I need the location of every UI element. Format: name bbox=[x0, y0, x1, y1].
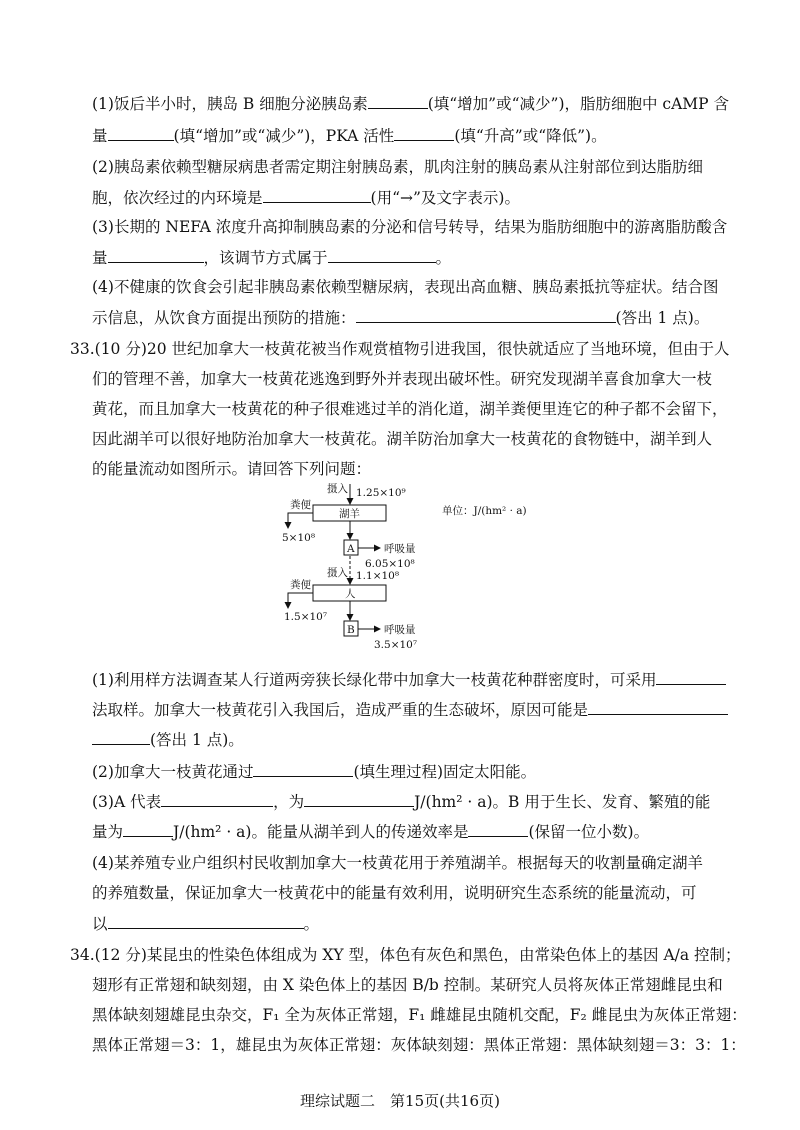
feces-arrow-2 bbox=[288, 593, 313, 608]
feces-label-1: 粪便 bbox=[290, 499, 311, 511]
answer-blank[interactable] bbox=[356, 306, 616, 323]
q33-p4-line2: 的养殖数量，保证加拿大一枝黄花中的能量有效利用，说明研究生态系统的能量流动，可 bbox=[92, 884, 697, 902]
q32-p1-line2: 量 (填“增加”或“减少”)，PKA 活性 (填“升高”或“降低”)。 bbox=[92, 124, 607, 147]
q34-line3: 黑体缺刻翅雄昆虫杂交，F₁ 全为灰体正常翅，F₁ 雌雄昆虫随机交配，F₂ 雌昆虫为灰体正常翅： bbox=[92, 1006, 747, 1024]
box-A-label: A bbox=[347, 543, 355, 555]
answer-blank[interactable] bbox=[368, 92, 428, 109]
answer-blank[interactable] bbox=[304, 790, 414, 807]
intake-label-2: 摄入 bbox=[327, 567, 348, 579]
q33-intro-line3: 黄花，而且加拿大一枝黄花的种子很难逃过羊的消化道，湖羊粪便里连它的种子都不会留下， bbox=[92, 400, 728, 418]
q33-intro-line5: 的能量流动如图所示。请回答下列问题： bbox=[92, 460, 372, 478]
answer-blank[interactable] bbox=[468, 820, 528, 837]
answer-blank[interactable] bbox=[253, 760, 353, 777]
q34-line1: 34.(12 分)某昆虫的性染色体组成为 XY 型，体色有灰色和黑色，由常染色体上的基因 A/a 控制； bbox=[70, 946, 741, 964]
q33-p1-line1: (1)利用样方法调查某人行道两旁狭长绿化带中加拿大一枝黄花种群密度时，可采用 bbox=[92, 668, 726, 691]
page-footer: 理综试题二 第15页(共16页) bbox=[300, 1092, 500, 1110]
q32-p4-line2: 示信息，从饮食方面提出预防的措施： (答出 1 点)。 bbox=[92, 306, 709, 329]
q34-line4: 黑体正常翅＝3：1，雄昆虫为灰体正常翅：灰体缺刻翅：黑体正常翅：黑体缺刻翅＝3：3：1： bbox=[92, 1036, 746, 1054]
feces-arrow-1 bbox=[288, 513, 313, 528]
q32-p2-line1: (2)胰岛素依赖型糖尿病患者需定期注射胰岛素，肌肉注射的胰岛素从注射部位到达脂肪细 bbox=[92, 158, 703, 176]
box-B-label: B bbox=[347, 624, 355, 636]
intake-label-1: 摄入 bbox=[327, 483, 348, 495]
answer-blank[interactable] bbox=[108, 246, 204, 263]
box-lake-sheep-label: 湖羊 bbox=[339, 508, 360, 520]
respiration-label-1: 呼吸量 bbox=[384, 543, 416, 555]
answer-blank[interactable] bbox=[92, 728, 150, 745]
q33-p4-line3: 以 。 bbox=[92, 912, 319, 935]
answer-blank[interactable] bbox=[161, 790, 273, 807]
feces-value-1: 5×10⁸ bbox=[282, 532, 316, 544]
q32-p3-line2: 量 ，该调节方式属于 。 bbox=[92, 246, 451, 269]
q34-line2: 翅形有正常翅和缺刻翅，由 X 染色体上的基因 B/b 控制。某研究人员将灰体正常翅雌昆虫和 bbox=[92, 976, 723, 994]
q33-p3-line2: 量为 J/(hm² · a)。能量从湖羊到人的传递效率是 (保留一位小数)。 bbox=[92, 820, 649, 843]
intake-value-1: 1.25×10⁹ bbox=[356, 487, 406, 499]
answer-blank[interactable] bbox=[108, 124, 174, 141]
feces-label-2: 粪便 bbox=[290, 579, 311, 591]
answer-blank[interactable] bbox=[394, 124, 454, 141]
q33-p4-line1: (4)某养殖专业户组织村民收割加拿大一枝黄花用于养殖湖羊。根据每天的收割量确定湖羊 bbox=[92, 854, 703, 872]
q33-p1-line3: (答出 1 点)。 bbox=[92, 728, 244, 751]
q33-intro-line4: 因此湖羊可以很好地防治加拿大一枝黄花。湖羊防治加拿大一枝黄花的食物链中，湖羊到人 bbox=[92, 430, 713, 448]
q33-p1-line2: 法取样。加拿大一枝黄花引入我国后，造成严重的生态破坏，原因可能是 bbox=[92, 698, 728, 721]
q33-p3-line1: (3)A 代表 ，为 J/(hm² · a)。B 用于生长、发育、繁殖的能 bbox=[92, 790, 710, 813]
respiration-value-1: 6.05×10⁸ bbox=[365, 558, 415, 570]
respiration-label-2: 呼吸量 bbox=[384, 624, 416, 636]
energy-flow-diagram bbox=[270, 478, 560, 658]
answer-blank[interactable] bbox=[123, 820, 173, 837]
unit-label: 单位：J/(hm² · a) bbox=[442, 505, 527, 517]
q32-p1-line1: (1)饭后半小时，胰岛 B 细胞分泌胰岛素 (填“增加”或“减少”)，脂肪细胞中 cAMP 含 bbox=[92, 92, 729, 115]
feces-value-2: 1.5×10⁷ bbox=[284, 611, 328, 623]
respiration-value-2: 3.5×10⁷ bbox=[374, 639, 418, 651]
q33-p2-line: (2)加拿大一枝黄花通过 (填生理过程)固定太阳能。 bbox=[92, 760, 536, 783]
box-human-label: 人 bbox=[345, 588, 356, 600]
energy-flow-svg bbox=[270, 478, 560, 658]
answer-blank[interactable] bbox=[108, 912, 304, 929]
q33-intro-line2: 们的管理不善，加拿大一枝黄花逃逸到野外并表现出破坏性。研究发现湖羊喜食加拿大一枝 bbox=[92, 370, 713, 388]
intake-value-2: 1.1×10⁸ bbox=[356, 570, 400, 582]
answer-blank[interactable] bbox=[656, 668, 726, 685]
answer-blank[interactable] bbox=[328, 246, 436, 263]
answer-blank[interactable] bbox=[263, 186, 371, 203]
q33-intro-line1: 33.(10 分)20 世纪加拿大一枝黄花被当作观赏植物引进我国，很快就适应了当地环境，但由于人 bbox=[70, 340, 730, 358]
q32-p3-line1: (3)长期的 NEFA 浓度升高抑制胰岛素的分泌和信号转导，结果为脂肪细胞中的游离脂肪酸含 bbox=[92, 218, 728, 236]
q32-p2-line2: 胞，依次经过的内环境是 (用“→”及文字表示)。 bbox=[92, 186, 520, 209]
answer-blank[interactable] bbox=[588, 698, 728, 715]
q32-p4-line1: (4)不健康的饮食会引起非胰岛素依赖型糖尿病，表现出高血糖、胰岛素抵抗等症状。结合图 bbox=[92, 278, 719, 296]
